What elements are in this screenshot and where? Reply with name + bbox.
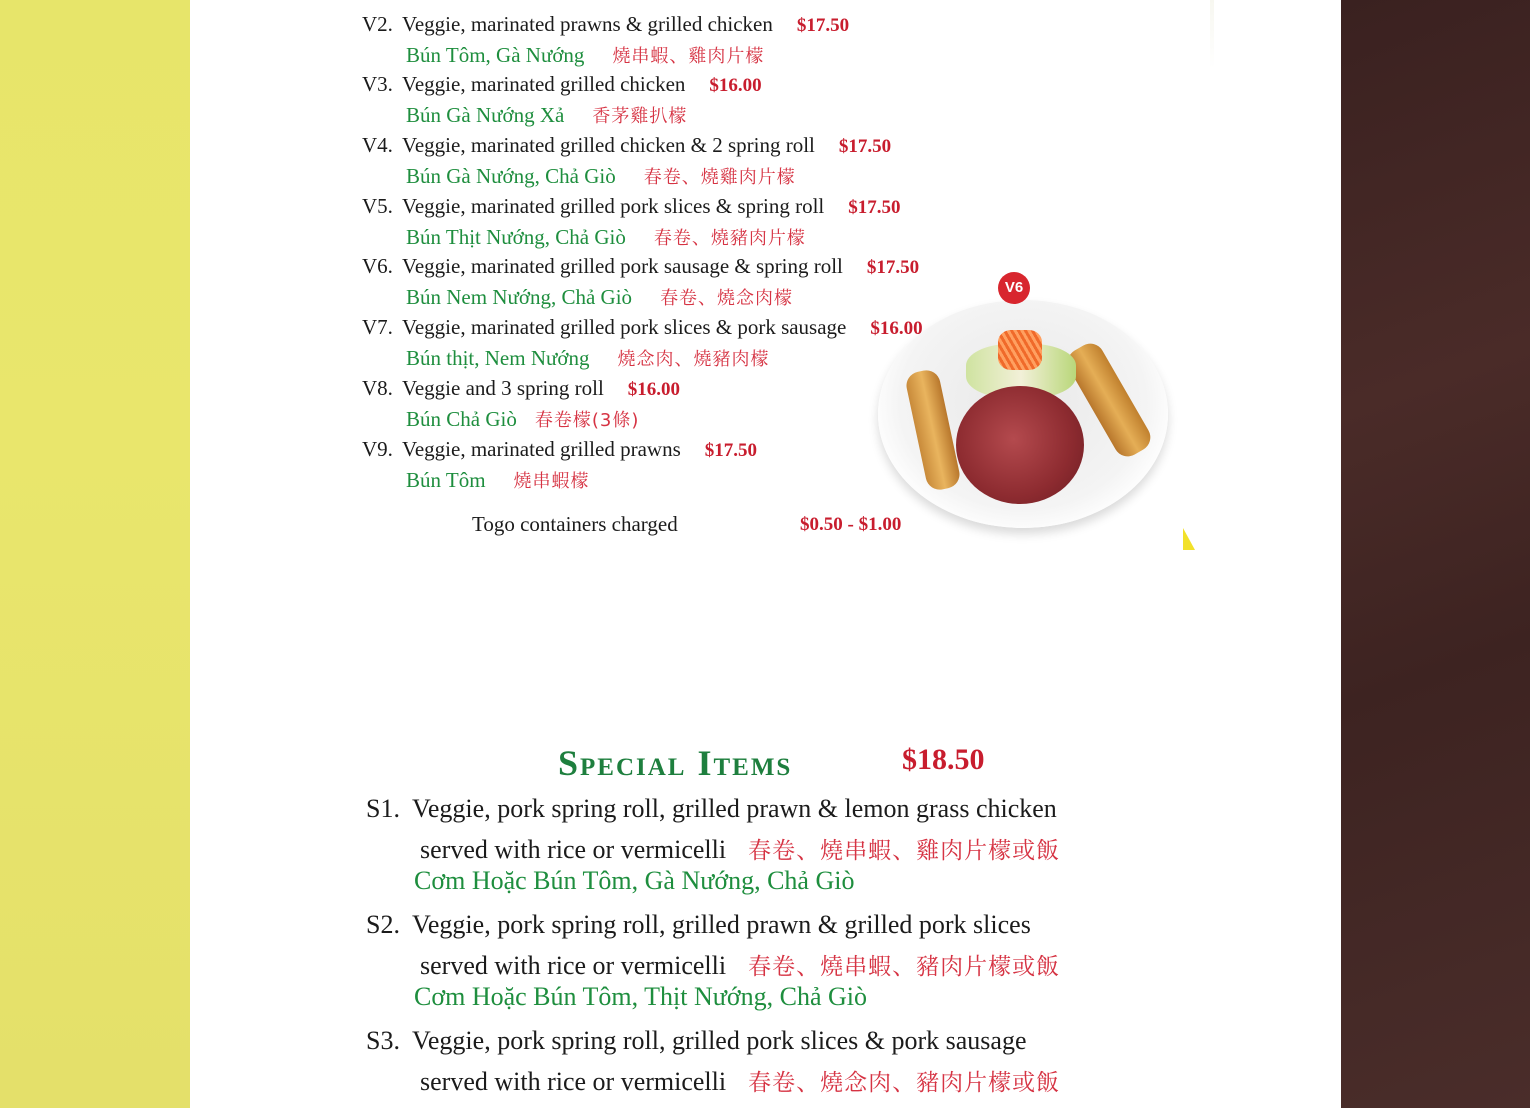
spring-roll-image: [904, 368, 962, 492]
item-code: V5.: [362, 194, 393, 218]
item-name: Veggie, marinated grilled pork slices & pork sausage: [402, 315, 847, 339]
item-code: V9.: [362, 437, 393, 461]
special-item-s1: [366, 794, 1061, 895]
menu-item-v8: [362, 376, 681, 431]
special-item-s2: [366, 910, 1061, 1011]
item-code: V3.: [362, 72, 393, 96]
menu-item-v7: [362, 315, 923, 370]
item-vietnamese: Bún Tôm: [406, 468, 486, 492]
item-chinese: 燒串蝦、雞肉片檬: [612, 46, 765, 67]
item-price: $17.50: [848, 197, 901, 218]
item-chinese: 春卷、燒串蝦、豬肉片檬或飯: [748, 954, 1061, 980]
item-price: $17.50: [866, 257, 920, 278]
item-served: served with rice or vermicelli: [420, 1067, 727, 1096]
item-name: Veggie, marinated prawns & grilled chicken: [402, 12, 773, 36]
item-vietnamese: Bún Gà Nướng, Chả Giò: [406, 164, 616, 188]
photo-badge: V6: [998, 272, 1030, 304]
item-vietnamese: Bún Tôm, Gà Nướng: [406, 43, 585, 67]
item-chinese: 燒串蝦檬: [513, 471, 590, 492]
item-code: S3.: [366, 1026, 400, 1055]
item-name: Veggie, marinated grilled pork slices & spring roll: [402, 194, 825, 218]
page-edge: [1210, 0, 1214, 575]
item-vietnamese: Bún Gà Nướng Xả: [406, 103, 565, 127]
special-item-s3: [366, 1026, 1061, 1096]
carrot-image: [998, 330, 1042, 370]
item-chinese: 春卷、燒念肉、豬肉片檬或飯: [748, 1070, 1061, 1096]
item-name: Veggie, marinated grilled pork sausage & spring roll: [402, 254, 843, 278]
item-chinese: 春卷、燒雞肉片檬: [643, 167, 796, 188]
item-code: V7.: [362, 315, 393, 339]
item-name: Veggie, marinated grilled chicken: [402, 72, 686, 96]
item-chinese: 春卷、燒串蝦、雞肉片檬或飯: [748, 838, 1061, 864]
item-vietnamese: Cơm Hoặc Bún Tôm, Thịt Nướng, Chả Giò: [414, 982, 868, 1011]
item-code: V6.: [362, 254, 393, 278]
menu-item-v2: [362, 12, 850, 67]
item-name: Veggie, pork spring roll, grilled prawn & lemon grass chicken: [412, 794, 1057, 823]
item-chinese: 燒念肉、燒豬肉檬: [617, 349, 770, 370]
menu-page: [190, 0, 1341, 1108]
item-chinese: 春卷、燒豬肉片檬: [653, 228, 806, 249]
special-price: $18.50: [902, 743, 985, 776]
item-name: Veggie, pork spring roll, grilled prawn & grilled pork slices: [412, 910, 1031, 939]
item-code: V8.: [362, 376, 393, 400]
item-price: $16.00: [870, 318, 923, 339]
item-vietnamese: Bún Thịt Nướng, Chả Giò: [406, 225, 626, 249]
item-name: Veggie and 3 spring roll: [402, 376, 604, 400]
item-code: V2.: [362, 12, 393, 36]
item-price: $17.50: [838, 136, 892, 157]
menu-item-v9: [362, 437, 757, 492]
sausage-image: [956, 386, 1084, 504]
food-photo: [878, 300, 1168, 528]
background-right: [1341, 0, 1530, 1108]
togo-label: Togo containers charged: [472, 512, 678, 536]
item-chinese: 香茅雞扒檬: [592, 106, 688, 127]
item-name: Veggie, marinated grilled prawns: [402, 437, 681, 461]
item-vietnamese: Cơm Hoặc Bún Tôm, Gà Nướng, Chả Giò: [414, 866, 855, 895]
menu-item-v5: [362, 194, 901, 249]
background-left: [0, 0, 190, 1108]
item-vietnamese: Bún thịt, Nem Nướng: [406, 346, 590, 370]
menu-item-v6: [362, 254, 920, 309]
item-code: V4.: [362, 133, 393, 157]
item-code: S2.: [366, 910, 400, 939]
item-price: $17.50: [704, 440, 757, 461]
menu-item-v3: [362, 72, 762, 127]
item-name: Veggie, marinated grilled chicken & 2 spring roll: [402, 133, 815, 157]
item-code: S1.: [366, 794, 400, 823]
decorative-corner: [1183, 528, 1195, 550]
item-price: $16.00: [709, 75, 762, 96]
item-served: served with rice or vermicelli: [420, 951, 727, 980]
item-vietnamese: Bún Nem Nướng, Chả Giò: [406, 285, 633, 309]
item-chinese: 春卷、燒念肉檬: [660, 288, 794, 309]
togo-price: $0.50 - $1.00: [800, 514, 902, 535]
special-title: Special Items: [558, 743, 793, 783]
menu-item-v4: [362, 133, 892, 188]
item-served: served with rice or vermicelli: [420, 835, 727, 864]
item-price: $16.00: [627, 379, 681, 400]
item-price: $17.50: [796, 15, 850, 36]
item-chinese: 春卷檬(3條): [534, 410, 640, 431]
item-name: Veggie, pork spring roll, grilled pork slices & pork sausage: [412, 1026, 1027, 1055]
item-vietnamese: Bún Chả Giò: [406, 407, 517, 431]
